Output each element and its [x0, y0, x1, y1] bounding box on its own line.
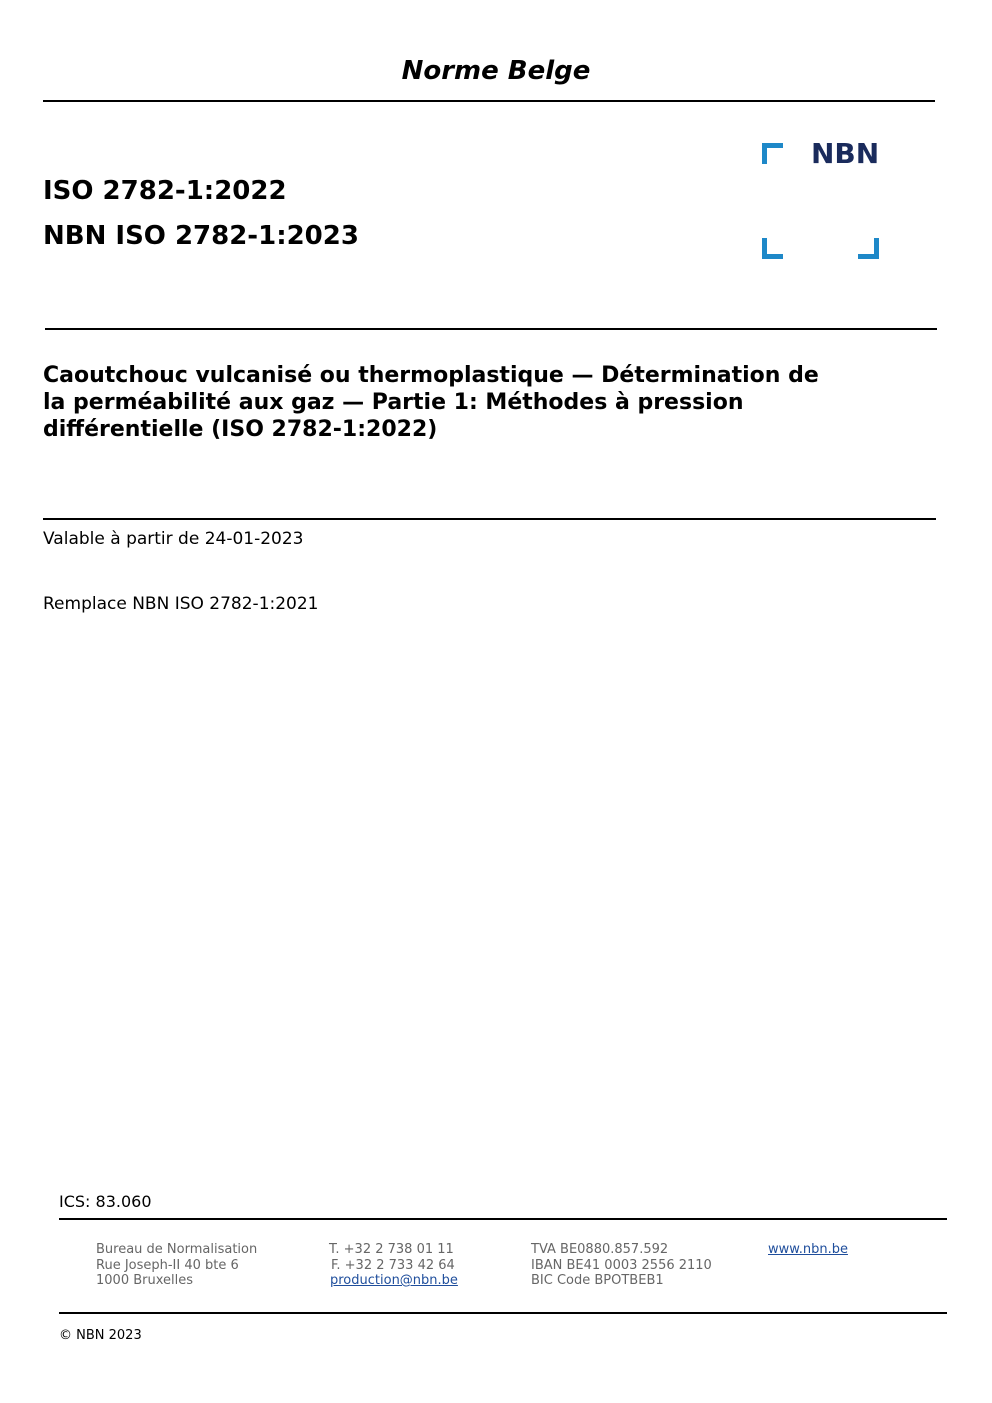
fax-number: F. +32 2 733 42 64 [331, 1257, 455, 1273]
title-line: Caoutchouc vulcanisé ou thermoplastique — Détermination de [43, 363, 819, 388]
copyright: © NBN 2023 [59, 1328, 142, 1343]
iso-standard-number: ISO 2782-1:2022 [43, 176, 287, 206]
header-title: Norme Belge [401, 56, 591, 86]
footer-address [96, 1242, 257, 1289]
logo-bracket-top-left [762, 143, 783, 164]
divider [43, 100, 935, 102]
logo-bracket-bottom-left [762, 238, 783, 259]
footer-bank [531, 1242, 712, 1289]
ics-code: ICS: 83.060 [59, 1192, 152, 1211]
address-line: Bureau de Normalisation [96, 1242, 258, 1257]
address-line: Rue Joseph-II 40 bte 6 [96, 1257, 239, 1273]
iban-number: IBAN BE41 0003 2556 2110 [531, 1257, 712, 1273]
footer-contact [328, 1242, 458, 1289]
divider [59, 1312, 947, 1314]
title-line: différentielle (ISO 2782-1:2022) [43, 417, 438, 442]
divider [45, 328, 937, 330]
footer-web [768, 1242, 848, 1258]
document-title [43, 362, 893, 443]
nbn-logo [762, 137, 884, 264]
bic-code: BIC Code BPOTBEB1 [531, 1273, 664, 1288]
nbn-standard-number: NBN ISO 2782-1:2023 [43, 221, 359, 251]
divider [43, 518, 936, 520]
logo-bracket-bottom-right [858, 238, 879, 259]
logo-text: NBN [811, 137, 880, 170]
divider [59, 1218, 947, 1220]
email-link[interactable]: production@nbn.be [330, 1273, 458, 1288]
replaces-standard: Remplace NBN ISO 2782-1:2021 [43, 594, 319, 614]
address-line: 1000 Bruxelles [96, 1273, 194, 1288]
vat-number: TVA BE0880.857.592 [531, 1242, 669, 1257]
title-line: la perméabilité aux gaz — Partie 1: Méthodes à pression [43, 390, 744, 415]
valid-from-date: Valable à partir de 24-01-2023 [43, 529, 304, 549]
website-link[interactable]: www.nbn.be [768, 1242, 848, 1257]
phone-number: T. +32 2 738 01 11 [329, 1242, 454, 1257]
